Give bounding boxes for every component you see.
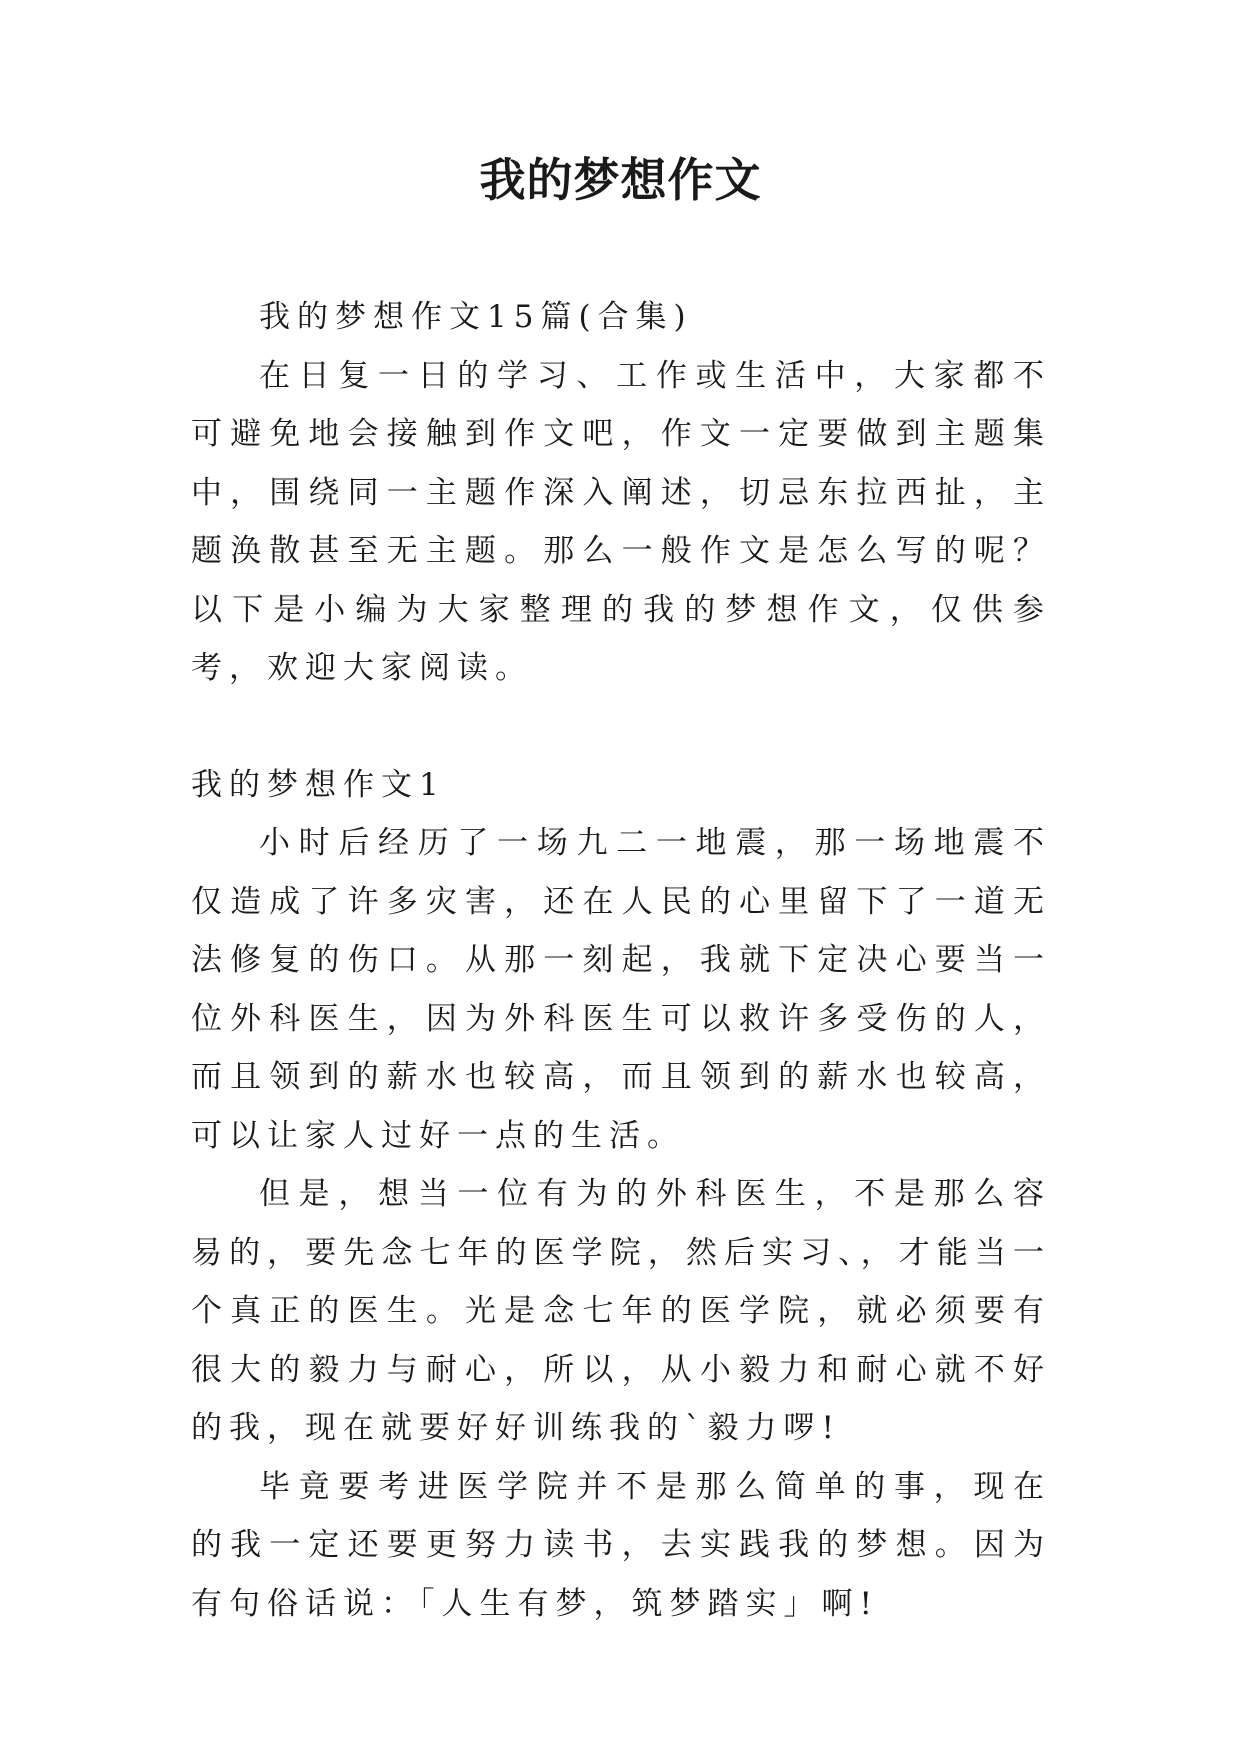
- body-paragraph-1: 小时后经历了一场九二一地震，那一场地震不仅造成了许多灾害，还在人民的心里留下了一道无法修复的伤口。从那一刻起，我就下定决心要当一位外科医生，因为外科医生可以救许多受伤的人，而且领到的薪水也较高，而且领到的薪水也较高，可以让家人过好一点的生活。: [191, 825, 1051, 1154]
- body-paragraph-3: 毕竟要考进医学院并不是那么简单的事，现在的我一定还要更努力读书，去实践我的梦想。因为有句俗话说：「人生有梦，筑梦踏实」啊!: [191, 1468, 1051, 1622]
- intro-paragraph: 在日复一日的学习、工作或生活中，大家都不可避免地会接触到作文吧，作文一定要做到主题集中，围绕同一主题作深入阐述，切忌东拉西扯，主题涣散甚至无主题。那么一般作文是怎么写的呢？以下是小编为大家整理的我的梦想作文，仅供参考，欢迎大家阅读。: [191, 357, 1051, 686]
- document-body: [191, 288, 1051, 1633]
- body-paragraph-2: 但是，想当一位有为的外科医生，不是那么容易的，要先念七年的医学院，然后实习、，才能当一个真正的医生。光是念七年的医学院，就必须要有很大的毅力与耐心，所以，从小毅力和耐心就不好的我，现在就要好好训练我的`毅力啰!: [191, 1176, 1051, 1446]
- document-subtitle: 我的梦想作文15篇(合集): [259, 299, 693, 335]
- document-title: 我的梦想作文: [479, 153, 762, 207]
- section-heading: 我的梦想作文1: [191, 766, 446, 803]
